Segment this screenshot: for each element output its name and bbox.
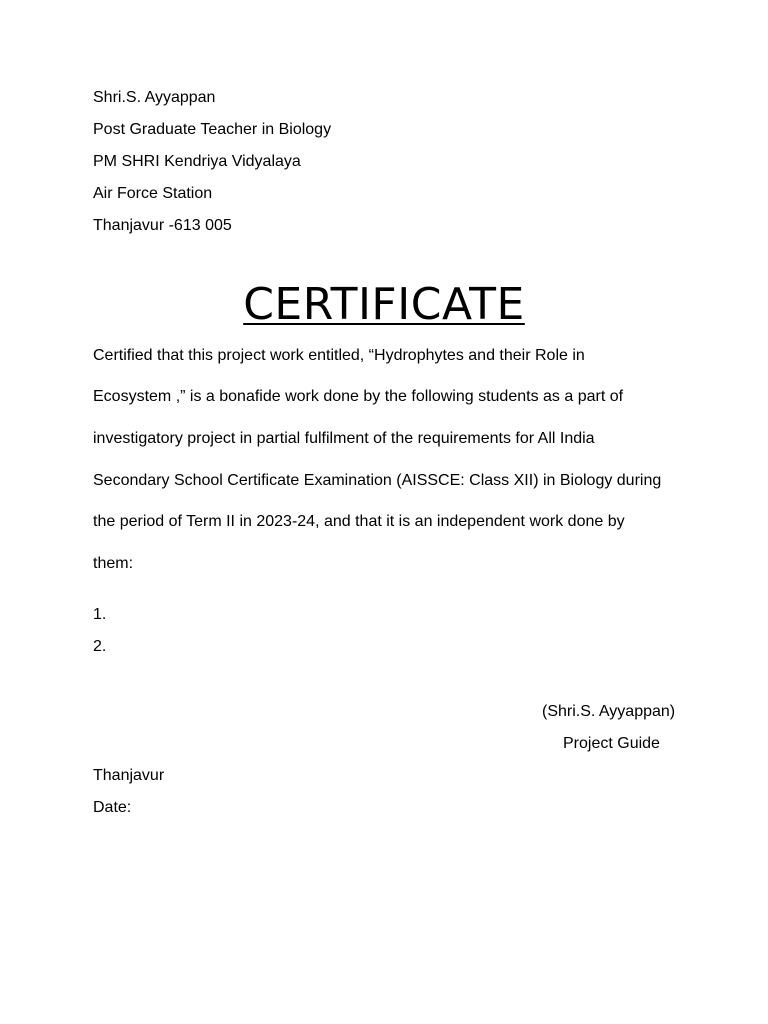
school-location: Air Force Station	[93, 185, 213, 202]
body-line-3: investigatory project in partial fulfilment of the requirements for All India	[93, 430, 595, 447]
school-city: Thanjavur -613 005	[93, 217, 232, 234]
certificate-title: CERTIFICATE	[243, 279, 525, 330]
body-line-2: Ecosystem ,” is a bonafide work done by the following students as a part of	[93, 388, 624, 405]
teacher-name: Shri.S. Ayyappan	[93, 89, 216, 106]
student-item-2: 2.	[93, 638, 107, 655]
signature-name: (Shri.S. Ayyappan)	[542, 703, 676, 720]
signature-role: Project Guide	[563, 735, 660, 752]
body-line-4: Secondary School Certificate Examination (AISSCE: Class XII) in Biology during	[93, 472, 662, 489]
teacher-designation: Post Graduate Teacher in Biology	[93, 121, 332, 138]
school-name: PM SHRI Kendriya Vidyalaya	[93, 153, 301, 170]
body-line-5: the period of Term II in 2023-24, and that it is an independent work done by	[93, 513, 625, 530]
footer-place: Thanjavur	[93, 767, 165, 784]
footer-date-label: Date:	[93, 799, 132, 816]
body-line-1: Certified that this project work entitled, “Hydrophytes and their Role in	[93, 347, 585, 364]
student-item-1: 1.	[93, 606, 107, 623]
body-line-6: them:	[93, 555, 134, 572]
